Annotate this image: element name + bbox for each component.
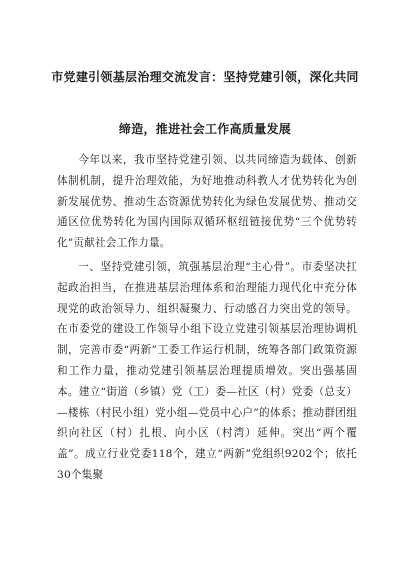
body-paragraph-section-1: 一、坚持党建引领，筑强基层治理“主心骨”。市委坚决扛起政治担当，在推进基层治理体系和治理能力现代化中充分体现党的政治领导力、组织凝聚力、行动感召力突出党的领导。在市委党的建设工作领导小组下设立党建引领基层治理协调机制，完善市委“两新”工委工作运行机制，统筹各部门政策资源和工作力量，推动党建引领基层治理提质增效。突出强基固本。建立“街道（乡镇）党（工）委—社区（村）党委（总支）—楼栋（村民小组）党小组—党员中心户”的体系；推动群团组织向社区（村）扎根、向小区（村湾）延伸。突出“两个覆盖”。成立行业党委118个，建立“两新”党组织9202个；依托30个集聚: [57, 261, 357, 481]
document-title-line-1: 市党建引领基层治理交流发言：坚持党建引领，深化共同: [51, 70, 359, 84]
body-paragraph-intro: 今年以来，我市坚持党建引领、以共同缔造为载体、创新体制机制，提升治理效能，为好地推动科教人才优势转化为创新发展优势、推动生态资源优势转化为绿色发展优势、推动交通区位优势转化为国内国际双循环枢纽链接优势“三个优势转化”贡献社会工作力量。: [57, 154, 357, 250]
document-title-line-2: 缔造，推进社会工作高质量发展: [118, 122, 292, 136]
